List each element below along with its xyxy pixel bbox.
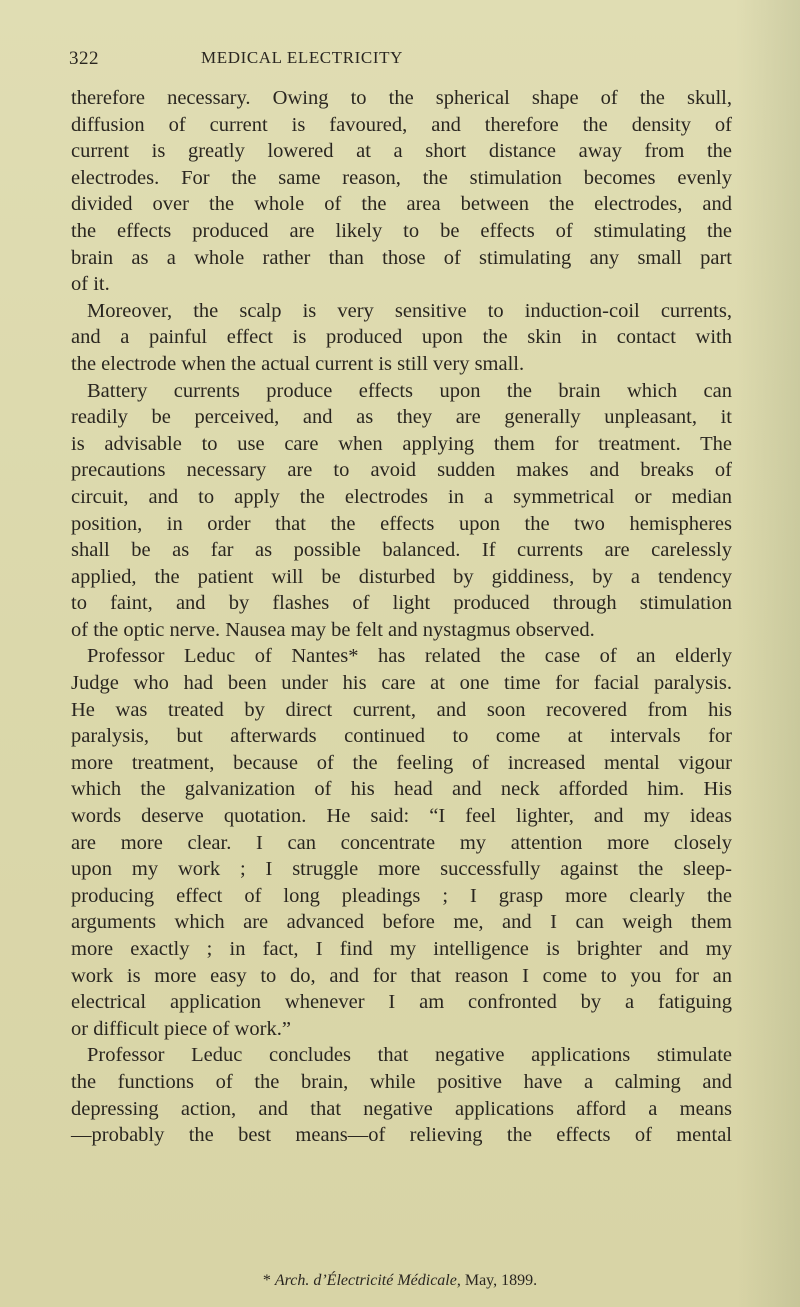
text-line: current is greatly lowered at a short distance away from the [71, 140, 732, 163]
text-line: therefore necessary. Owing to the spherical shape of the skull, [71, 87, 732, 109]
text-line: Moreover, the scalp is very sensitive to induction-coil currents, [87, 299, 732, 322]
text-line: divided over the whole of the area between the electrodes, and [71, 193, 732, 216]
footnote-source-title: Arch. d’Électricité Médicale [274, 1272, 457, 1289]
text-line: which the galvanization of his head and neck afforded him. His [71, 778, 732, 801]
text-line: applied, the patient will be disturbed by giddiness, by a tendency [71, 565, 732, 588]
text-line: upon my work ; I struggle more successfully against the sleep- [71, 858, 732, 881]
text-line: diffusion of current is favoured, and therefore the density of [71, 113, 732, 136]
text-line: the electrode when the actual current is still very small. [71, 352, 525, 375]
text-line: the functions of the brain, while positive have a calming and [71, 1070, 732, 1093]
text-line: precautions necessary are to avoid sudden makes and breaks of [71, 459, 732, 482]
text-line: position, in order that the effects upon the two hemispheres [71, 512, 732, 535]
text-line: brain as a whole rather than those of stimulating any small part [71, 246, 732, 269]
text-line: Professor Leduc of Nantes* has related the case of an elderly [87, 645, 732, 668]
text-line: Battery currents produce effects upon the brain which can [87, 379, 732, 402]
text-line: —probably the best means—of relieving the effects of mental [71, 1124, 732, 1147]
footnote [0, 1272, 800, 1290]
text-line: words deserve quotation. He said: “I feel lighter, and my ideas [71, 805, 732, 828]
text-line: circuit, and to apply the electrodes in a symmetrical or median [71, 485, 732, 508]
text-line: readily be perceived, and as they are generally unpleasant, it [71, 406, 732, 429]
text-line: the effects produced are likely to be effects of stimulating the [71, 219, 732, 242]
text-line: electrical application whenever I am confronted by a fatiguing [71, 991, 732, 1014]
text-line: producing effect of long pleadings ; I grasp more clearly the [71, 884, 732, 907]
footnote-source-date: , May, 1899. [456, 1272, 538, 1289]
body-text [71, 85, 732, 1149]
text-line: more treatment, because of the feeling of increased mental vigour [71, 751, 732, 774]
text-line: Judge who had been under his care at one time for facial paralysis. [71, 672, 732, 695]
text-line: shall be as far as possible balanced. If currents are carelessly [71, 539, 732, 562]
text-line: of it. [71, 273, 110, 296]
text-line: is advisable to use care when applying them for treatment. The [71, 432, 732, 455]
text-line: more exactly ; in fact, I find my intelligence is brighter and my [71, 938, 732, 960]
text-line: of the optic nerve. Nausea may be felt and nystagmus observed. [71, 618, 595, 641]
text-line: electrodes. For the same reason, the stimulation becomes evenly [71, 166, 732, 189]
footnote-marker: * [262, 1272, 275, 1289]
text-line: He was treated by direct current, and soon recovered from his [71, 698, 732, 721]
page-number: 322 [69, 48, 99, 69]
text-line: work is more easy to do, and for that reason I come to you for an [71, 964, 732, 987]
text-line: depressing action, and that negative applications afford a means [71, 1097, 732, 1120]
text-line: to faint, and by flashes of light produced through stimulation [71, 592, 732, 615]
running-head [0, 48, 800, 72]
text-line: paralysis, but afterwards continued to come at intervals for [71, 725, 732, 748]
text-line: arguments which are advanced before me, and I can weigh them [71, 911, 732, 934]
text-line: or difficult piece of work.” [71, 1017, 291, 1040]
text-line: are more clear. I can concentrate my attention more closely [71, 831, 732, 854]
running-title: MEDICAL ELECTRICITY [201, 48, 403, 67]
text-line: Professor Leduc concludes that negative applications stimulate [87, 1044, 732, 1067]
text-line: and a painful effect is produced upon the skin in contact with [71, 326, 732, 349]
